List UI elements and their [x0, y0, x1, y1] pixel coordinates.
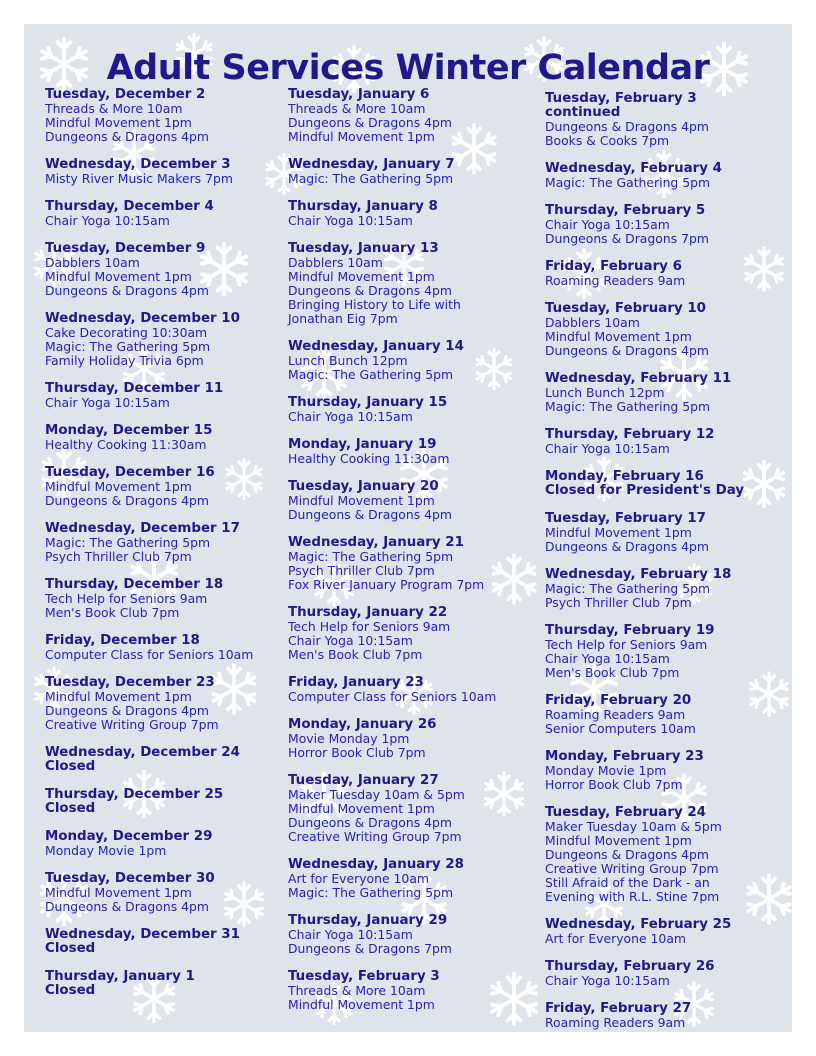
calendar-day — [45, 634, 290, 662]
day-status: Closed — [45, 941, 96, 956]
event-item: Mindful Movement 1pm — [288, 129, 435, 144]
day-heading: Wednesday, December 24 — [45, 745, 240, 760]
calendar-day — [45, 676, 290, 732]
day-heading: Monday, January 26 — [288, 717, 437, 732]
event-item: Chair Yoga 10:15am — [288, 927, 413, 942]
calendar-page — [24, 24, 792, 1032]
event-item: Magic: The Gathering 5pm — [545, 399, 711, 414]
event-item: Threads & More 10am — [45, 101, 183, 116]
day-heading: Wednesday, December 17 — [45, 521, 240, 536]
calendar-day — [288, 480, 538, 522]
day-status: continued — [545, 105, 621, 120]
event-item: Threads & More 10am — [288, 101, 426, 116]
event-item: Men's Book Club 7pm — [45, 605, 180, 620]
calendar-day — [45, 746, 290, 774]
event-item: Magic: The Gathering 5pm — [288, 367, 454, 382]
day-heading: Tuesday, February 3 — [288, 969, 440, 984]
event-item: Psych Thriller Club 7pm — [545, 595, 692, 610]
calendar-day — [45, 200, 290, 228]
event-item: Dabblers 10am — [545, 315, 640, 330]
day-heading: Wednesday, December 31 — [45, 927, 240, 942]
event-item: Mindful Movement 1pm — [45, 689, 192, 704]
day-heading: Tuesday, December 9 — [45, 241, 206, 256]
calendar-day — [45, 522, 290, 564]
event-item: Creative Writing Group 7pm — [545, 861, 719, 876]
day-heading: Thursday, January 1 — [45, 969, 195, 984]
calendar-day — [545, 428, 785, 456]
day-heading: Tuesday, December 30 — [45, 871, 215, 886]
day-heading: Wednesday, December 3 — [45, 157, 231, 172]
calendar-column-january — [288, 88, 538, 1026]
event-item: Dabblers 10am — [288, 255, 383, 270]
event-item: Dungeons & Dragons 4pm — [545, 343, 709, 358]
calendar-day — [545, 694, 785, 736]
calendar-day — [45, 872, 290, 914]
calendar-day — [288, 396, 538, 424]
calendar-day — [545, 568, 785, 610]
event-item: Chair Yoga 10:15am — [288, 633, 413, 648]
day-heading: Wednesday, January 28 — [288, 857, 464, 872]
event-item: Magic: The Gathering 5pm — [288, 171, 454, 186]
event-item: Chair Yoga 10:15am — [545, 217, 670, 232]
event-item: Threads & More 10am — [288, 983, 426, 998]
day-heading: Tuesday, December 23 — [45, 675, 215, 690]
event-item: Dungeons & Dragons 4pm — [45, 899, 209, 914]
event-item: Dungeons & Dragons 4pm — [288, 815, 452, 830]
day-heading: Friday, February 20 — [545, 693, 692, 708]
event-item: Movie Monday 1pm — [288, 731, 410, 746]
event-item: Horror Book Club 7pm — [545, 777, 683, 792]
calendar-day — [45, 242, 290, 298]
day-heading: Thursday, February 12 — [545, 427, 715, 442]
day-heading: Thursday, January 8 — [288, 199, 438, 214]
calendar-day — [545, 302, 785, 358]
event-item: Chair Yoga 10:15am — [45, 213, 170, 228]
day-heading: Wednesday, February 18 — [545, 567, 732, 582]
event-item: Art for Everyone 10am — [288, 871, 429, 886]
day-heading: Tuesday, February 17 — [545, 511, 706, 526]
event-item: Dungeons & Dragons 7pm — [545, 231, 709, 246]
calendar-day — [45, 88, 290, 144]
day-heading: Tuesday, January 13 — [288, 241, 439, 256]
event-item: Lunch Bunch 12pm — [545, 385, 665, 400]
event-item: Roaming Readers 9am — [545, 1015, 686, 1030]
day-heading: Tuesday, January 6 — [288, 87, 430, 102]
day-status: Closed — [45, 759, 96, 774]
event-item: Dungeons & Dragons 4pm — [288, 507, 452, 522]
calendar-day — [288, 536, 538, 592]
event-item: Magic: The Gathering 5pm — [545, 581, 711, 596]
calendar-day — [288, 88, 538, 144]
event-item: Dungeons & Dragons 4pm — [45, 129, 209, 144]
calendar-day — [288, 242, 538, 326]
event-item: Maker Tuesday 10am & 5pm — [288, 787, 465, 802]
day-heading: Thursday, December 11 — [45, 381, 224, 396]
event-item: Dabblers 10am — [45, 255, 140, 270]
calendar-day — [288, 676, 538, 704]
event-item: Psych Thriller Club 7pm — [45, 549, 192, 564]
calendar-day — [288, 914, 538, 956]
calendar-day — [288, 858, 538, 900]
event-item: Psych Thriller Club 7pm — [288, 563, 435, 578]
day-heading: Friday, February 27 — [545, 1001, 692, 1016]
event-item: Family Holiday Trivia 6pm — [45, 353, 204, 368]
day-heading: Wednesday, January 21 — [288, 535, 464, 550]
event-item: Mindful Movement 1pm — [545, 833, 692, 848]
day-heading: Thursday, January 29 — [288, 913, 448, 928]
calendar-day — [545, 162, 785, 190]
event-item: Dungeons & Dragons 4pm — [45, 703, 209, 718]
event-item: Senior Computers 10am — [545, 721, 696, 736]
event-item: Dungeons & Dragons 4pm — [45, 493, 209, 508]
event-item: Monday Movie 1pm — [45, 843, 167, 858]
event-item: Dungeons & Dragons 4pm — [288, 115, 452, 130]
day-heading: Thursday, February 26 — [545, 959, 715, 974]
day-heading: Thursday, December 25 — [45, 787, 224, 802]
event-item: Healthy Cooking 11:30am — [45, 437, 207, 452]
day-heading: Wednesday, December 10 — [45, 311, 240, 326]
calendar-column-february — [545, 92, 785, 1032]
event-item: Monday Movie 1pm — [545, 763, 667, 778]
calendar-day — [545, 92, 785, 148]
day-heading: Tuesday, December 2 — [45, 87, 206, 102]
event-item: Mindful Movement 1pm — [545, 329, 692, 344]
day-heading: Tuesday, January 27 — [288, 773, 439, 788]
day-heading: Thursday, January 15 — [288, 395, 448, 410]
event-item: Men's Book Club 7pm — [545, 665, 680, 680]
event-item: Healthy Cooking 11:30am — [288, 451, 450, 466]
calendar-day — [288, 200, 538, 228]
event-item: Chair Yoga 10:15am — [288, 213, 413, 228]
calendar-column-december — [45, 88, 290, 1012]
day-heading: Wednesday, January 7 — [288, 157, 455, 172]
day-status: Closed — [45, 983, 96, 998]
day-heading: Thursday, January 22 — [288, 605, 448, 620]
calendar-day — [45, 382, 290, 410]
calendar-day — [545, 960, 785, 988]
event-item: Bringing History to Life with — [288, 297, 461, 312]
calendar-day — [45, 788, 290, 816]
event-item: Magic: The Gathering 5pm — [45, 535, 211, 550]
calendar-day — [545, 470, 785, 498]
day-heading: Tuesday, February 3 — [545, 91, 697, 106]
day-heading: Thursday, December 18 — [45, 577, 224, 592]
day-heading: Wednesday, February 25 — [545, 917, 732, 932]
event-item: Dungeons & Dragons 7pm — [288, 941, 452, 956]
calendar-day — [288, 340, 538, 382]
event-item: Chair Yoga 10:15am — [288, 409, 413, 424]
calendar-day — [545, 750, 785, 792]
calendar-day — [545, 260, 785, 288]
event-item: Creative Writing Group 7pm — [45, 717, 219, 732]
event-item: Dungeons & Dragons 4pm — [545, 847, 709, 862]
day-heading: Thursday, December 4 — [45, 199, 214, 214]
day-heading: Friday, December 18 — [45, 633, 200, 648]
event-item: Men's Book Club 7pm — [288, 647, 423, 662]
day-heading: Monday, February 23 — [545, 749, 704, 764]
day-heading: Thursday, February 5 — [545, 203, 706, 218]
calendar-day — [288, 158, 538, 186]
event-item: Tech Help for Seniors 9am — [545, 637, 708, 652]
calendar-day — [545, 624, 785, 680]
event-item: Lunch Bunch 12pm — [288, 353, 408, 368]
event-item: Mindful Movement 1pm — [288, 493, 435, 508]
day-heading: Wednesday, January 14 — [288, 339, 464, 354]
day-heading: Monday, January 19 — [288, 437, 437, 452]
calendar-day — [45, 928, 290, 956]
event-item: Computer Class for Seniors 10am — [45, 647, 254, 662]
event-item: Creative Writing Group 7pm — [288, 829, 462, 844]
day-heading: Tuesday, December 16 — [45, 465, 215, 480]
calendar-day — [45, 970, 290, 998]
calendar-day — [45, 424, 290, 452]
day-status: Closed for President's Day — [545, 483, 745, 498]
event-item: Tech Help for Seniors 9am — [288, 619, 451, 634]
day-heading: Monday, February 16 — [545, 469, 704, 484]
calendar-day — [545, 372, 785, 414]
event-item: Mindful Movement 1pm — [545, 525, 692, 540]
event-item: Fox River January Program 7pm — [288, 577, 485, 592]
event-item: Evening with R.L. Stine 7pm — [545, 889, 720, 904]
day-heading: Wednesday, February 4 — [545, 161, 722, 176]
day-heading: Tuesday, February 10 — [545, 301, 706, 316]
day-heading: Thursday, February 19 — [545, 623, 715, 638]
calendar-day — [545, 806, 785, 904]
calendar-day — [45, 830, 290, 858]
calendar-day — [288, 718, 538, 760]
event-item: Dungeons & Dragons 4pm — [45, 283, 209, 298]
event-item: Jonathan Eig 7pm — [288, 311, 398, 326]
event-item: Art for Everyone 10am — [545, 931, 686, 946]
event-item: Roaming Readers 9am — [545, 273, 686, 288]
calendar-day — [45, 466, 290, 508]
calendar-day — [545, 918, 785, 946]
page-title: Adult Services Winter Calendar — [106, 48, 710, 88]
event-item: Computer Class for Seniors 10am — [288, 689, 497, 704]
event-item: Chair Yoga 10:15am — [545, 973, 670, 988]
calendar-day — [545, 204, 785, 246]
day-heading: Monday, December 15 — [45, 423, 213, 438]
day-status: Closed — [45, 801, 96, 816]
calendar-day — [288, 774, 538, 844]
day-heading: Tuesday, February 24 — [545, 805, 706, 820]
calendar-day — [545, 1002, 785, 1030]
event-item: Horror Book Club 7pm — [288, 745, 426, 760]
event-item: Mindful Movement 1pm — [288, 269, 435, 284]
day-heading: Friday, January 23 — [288, 675, 424, 690]
event-item: Maker Tuesday 10am & 5pm — [545, 819, 722, 834]
event-item: Roaming Readers 9am — [545, 707, 686, 722]
event-item: Chair Yoga 10:15am — [45, 395, 170, 410]
calendar-day — [288, 606, 538, 662]
calendar-day — [45, 578, 290, 620]
event-item: Dungeons & Dragons 4pm — [545, 539, 709, 554]
event-item: Dungeons & Dragons 4pm — [545, 119, 709, 134]
event-item: Mindful Movement 1pm — [288, 997, 435, 1012]
day-heading: Wednesday, February 11 — [545, 371, 732, 386]
day-heading: Monday, December 29 — [45, 829, 213, 844]
event-item: Magic: The Gathering 5pm — [45, 339, 211, 354]
event-item: Still Afraid of the Dark - an — [545, 875, 710, 890]
day-heading: Friday, February 6 — [545, 259, 682, 274]
event-item: Magic: The Gathering 5pm — [288, 549, 454, 564]
event-item: Dungeons & Dragons 4pm — [288, 283, 452, 298]
calendar-day — [45, 158, 290, 186]
calendar-day — [45, 312, 290, 368]
event-item: Mindful Movement 1pm — [45, 479, 192, 494]
event-item: Mindful Movement 1pm — [288, 801, 435, 816]
event-item: Chair Yoga 10:15am — [545, 651, 670, 666]
calendar-day — [288, 970, 538, 1012]
calendar-day — [545, 512, 785, 554]
event-item: Cake Decorating 10:30am — [45, 325, 208, 340]
event-item: Mindful Movement 1pm — [45, 885, 192, 900]
event-item: Books & Cooks 7pm — [545, 133, 670, 148]
calendar-day — [288, 438, 538, 466]
event-item: Misty River Music Makers 7pm — [45, 171, 233, 186]
event-item: Mindful Movement 1pm — [45, 115, 192, 130]
event-item: Magic: The Gathering 5pm — [545, 175, 711, 190]
event-item: Magic: The Gathering 5pm — [288, 885, 454, 900]
event-item: Mindful Movement 1pm — [45, 269, 192, 284]
day-heading: Tuesday, January 20 — [288, 479, 439, 494]
event-item: Chair Yoga 10:15am — [545, 441, 670, 456]
event-item: Tech Help for Seniors 9am — [45, 591, 208, 606]
